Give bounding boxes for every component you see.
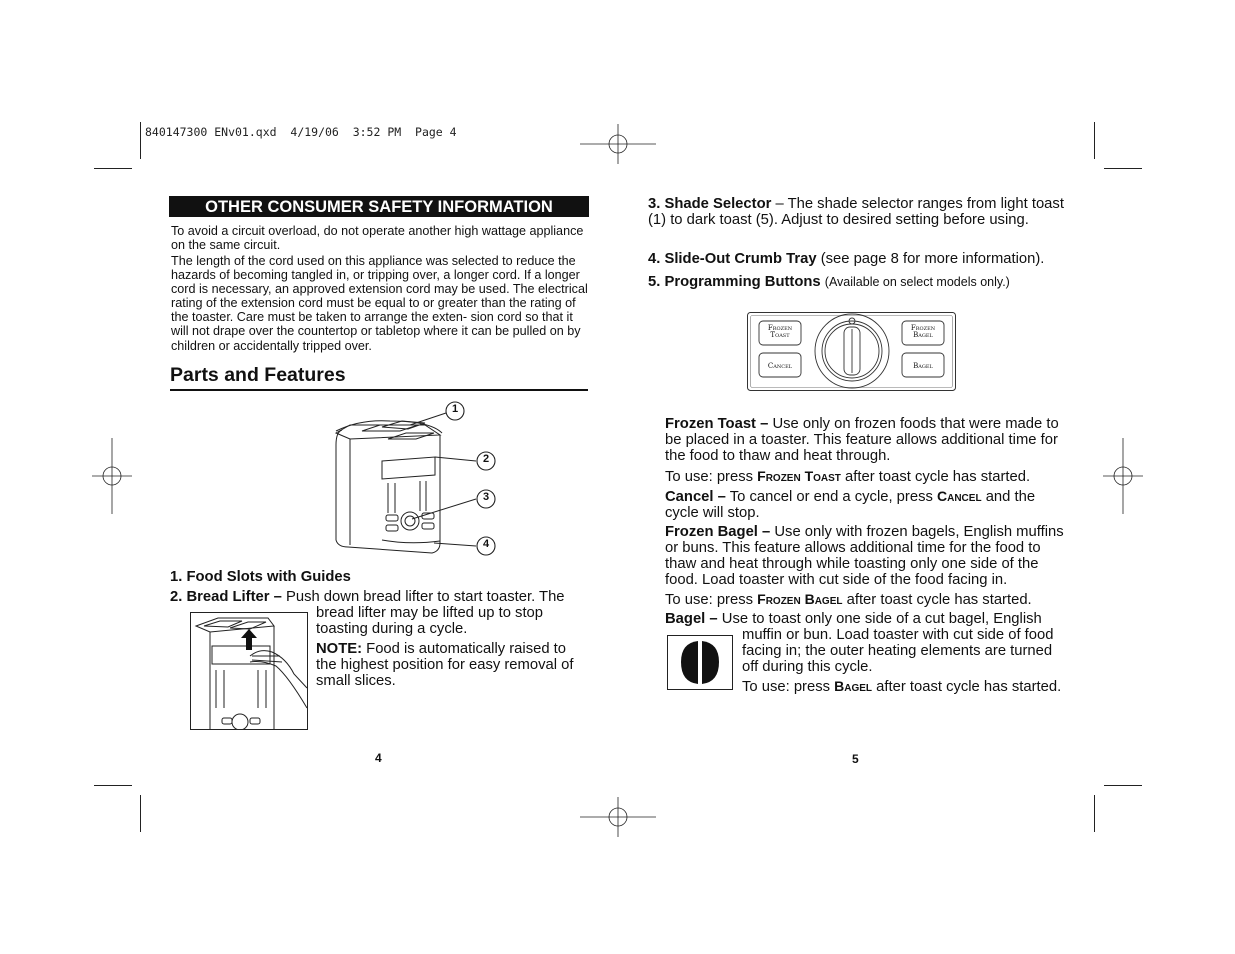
item-3-shade-selector <box>648 196 1068 228</box>
bagel-icon <box>667 635 733 690</box>
item-1-food-slots: 1. Food Slots with Guides <box>170 569 351 585</box>
cancel-text-pre: To cancel or end a cycle, press <box>729 489 933 505</box>
control-panel-illustration <box>747 309 957 393</box>
bread-lifter-illustration <box>190 612 308 730</box>
note-label: NOTE: <box>316 641 363 657</box>
frozen-bagel-use-key: Frozen Bagel <box>757 591 843 607</box>
panel-frozen-bagel-label-2: Bagel <box>913 331 933 339</box>
section-heading: Parts and Features <box>170 364 346 386</box>
frozen-toast-usage <box>665 468 1075 485</box>
item-2-text-2: bread lifter may be lifted up to stop toasting during a cycle. <box>316 605 544 637</box>
panel-cancel-button: Cancel <box>767 362 793 370</box>
bagel-line-1 <box>665 611 1075 627</box>
cancel-text-post: and the cycle will stop. <box>665 489 1036 521</box>
registration-mark-left <box>92 438 132 514</box>
frozen-bagel-title: Frozen Bagel – <box>665 524 771 540</box>
bagel-text-1: Use to toast only one side of a cut bagel, English <box>721 611 1042 627</box>
safety-paragraph-2: The length of the cord used on this appliance was selected to reduce the hazards of becoming tangled in, or tripping over, a longer cord. If a longer cord is necessary, an approved extension cord may be used. The electrical rating of the extension cord must be equal to or greater than the rating of the toaster. Care must be taken to arrange the exten- sion cord so that it will not drape over the countertop or tabletop where it can be pulled on by children or accidentally tripped over. <box>171 254 588 353</box>
note-text: Food is automatically raised to the highest position for easy removal of small slices. <box>316 641 574 689</box>
item-4-title: 4. Slide-Out Crumb Tray <box>648 251 817 267</box>
panel-frozen-toast-button <box>759 325 801 339</box>
printer-slug: 840147300 ENv01.qxd 4/19/06 3:52 PM Page 4 <box>145 125 457 139</box>
toaster-illustration <box>330 395 500 557</box>
page-number-right: 5 <box>852 752 859 766</box>
cancel-paragraph <box>665 488 1065 521</box>
item-2-line <box>170 589 590 605</box>
frozen-toast-title: Frozen Toast – <box>665 416 769 432</box>
frozen-toast-text: Use only on frozen foods that were made to be placed in a toaster. This feature allows additional time for the food to thaw and heat through. <box>665 416 1059 464</box>
safety-banner: OTHER CONSUMER SAFETY INFORMATION <box>169 196 589 217</box>
bagel-text-2: muffin or bun. Load toaster with cut side of food facing in; the outer heating elements are turned off during this cycle. <box>742 627 1054 675</box>
callout-3: 3 <box>482 491 490 503</box>
page-number-left: 4 <box>375 751 382 765</box>
panel-frozen-toast-label-1: Frozen <box>767 324 793 332</box>
item-4-text: (see page 8 for more information). <box>820 251 1045 267</box>
frozen-bagel-paragraph <box>665 524 1070 588</box>
safety-paragraph-1: To avoid a circuit overload, do not operate another high wattage appliance on the same circuit. <box>171 224 584 253</box>
note-paragraph <box>316 641 586 689</box>
callout-2: 2 <box>482 453 490 465</box>
registration-mark-top <box>580 124 656 164</box>
frozen-bagel-usage <box>665 591 1075 608</box>
frozen-toast-use-key: Frozen Toast <box>757 468 841 484</box>
item-5-programming-buttons <box>648 274 1078 290</box>
registration-mark-bottom <box>580 797 656 837</box>
bagel-use-key: Bagel <box>834 678 873 694</box>
callout-1: 1 <box>451 403 459 415</box>
panel-frozen-bagel-button <box>902 325 944 339</box>
cancel-key: Cancel <box>937 488 982 504</box>
callout-4: 4 <box>482 538 490 550</box>
bagel-title: Bagel – <box>665 611 718 627</box>
callout-markers <box>446 402 495 555</box>
frozen-bagel-text: Use only with frozen bagels, English muffins or buns. This feature allows additional time for the food to thaw and heat through while toasting only one side of the food. Load toaster with cut side of the food facing in. <box>665 524 1064 588</box>
item-5-title: 5. Programming Buttons <box>648 274 821 290</box>
heading-rule <box>170 389 588 391</box>
cancel-title: Cancel – <box>665 489 726 505</box>
item-4-crumb-tray <box>648 251 1078 267</box>
bagel-usage <box>742 678 1082 695</box>
item-2-title: 2. Bread Lifter – <box>170 589 282 605</box>
panel-frozen-bagel-label-1: Frozen <box>910 324 936 332</box>
frozen-toast-use-post: after toast cycle has started. <box>845 469 1031 485</box>
frozen-bagel-use-post: after toast cycle has started. <box>846 592 1032 608</box>
item-5-text: (Available on select models only.) <box>824 275 1010 289</box>
frozen-toast-use-pre: To use: press <box>665 469 754 485</box>
item-3-text: – The shade selector ranges from light toast (1) to dark toast (5). Adjust to desired setting before using. <box>648 196 1064 228</box>
panel-bagel-button: Bagel <box>913 362 933 370</box>
registration-mark-right <box>1103 438 1143 514</box>
item-2-text-1: Push down bread lifter to start toaster. The <box>285 589 565 605</box>
bagel-use-pre: To use: press <box>742 679 831 695</box>
item-3-title: 3. Shade Selector <box>648 196 772 212</box>
frozen-toast-paragraph <box>665 416 1070 464</box>
frozen-bagel-use-pre: To use: press <box>665 592 754 608</box>
panel-frozen-toast-label-2: Toast <box>770 331 790 339</box>
bagel-use-post: after toast cycle has started. <box>876 679 1062 695</box>
